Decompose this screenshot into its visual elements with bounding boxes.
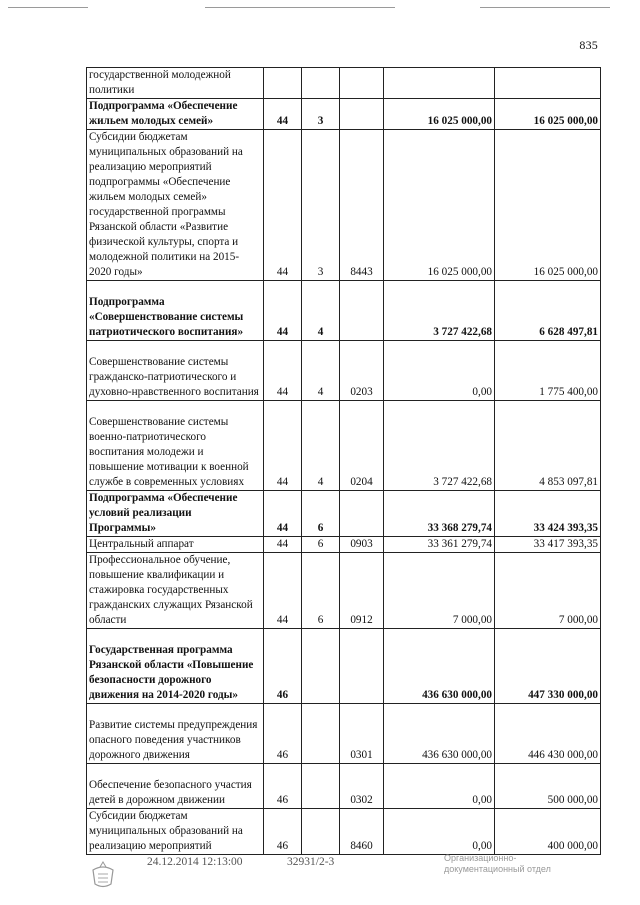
row-code-section: 44 <box>264 553 302 629</box>
row-code-subsection <box>302 629 340 704</box>
table-row <box>87 401 601 491</box>
row-amount-2: 33 417 393,35 <box>495 537 601 553</box>
row-code-subsection <box>302 764 340 809</box>
row-name: Обеспечение безопасного участия детей в дорожном движении <box>87 764 264 809</box>
budget-table <box>86 67 601 855</box>
row-code-section: 46 <box>264 629 302 704</box>
row-amount-1: 16 025 000,00 <box>384 130 495 281</box>
row-amount-2: 6 628 497,81 <box>495 281 601 341</box>
table-row <box>87 341 601 401</box>
table-row <box>87 629 601 704</box>
row-amount-2: 4 853 097,81 <box>495 401 601 491</box>
row-code-item <box>340 68 384 99</box>
row-code-item: 0204 <box>340 401 384 491</box>
row-code-subsection: 3 <box>302 130 340 281</box>
row-code-section: 44 <box>264 537 302 553</box>
row-code-item <box>340 491 384 537</box>
budget-table-body <box>87 68 601 855</box>
row-code-item <box>340 99 384 130</box>
row-code-section: 44 <box>264 99 302 130</box>
table-row <box>87 704 601 764</box>
row-code-subsection <box>302 809 340 855</box>
row-code-item <box>340 629 384 704</box>
footer-document-code: 32931/2-3 <box>287 856 335 868</box>
row-name: Развитие системы предупреждения опасного поведения участников дорожного движения <box>87 704 264 764</box>
row-code-subsection: 4 <box>302 341 340 401</box>
row-code-section: 44 <box>264 281 302 341</box>
row-code-item: 0302 <box>340 764 384 809</box>
row-name: Совершенствование системы гражданско-патриотического и духовно-нравственного воспитания <box>87 341 264 401</box>
row-code-item: 0912 <box>340 553 384 629</box>
scan-top-edge-middle <box>205 7 395 8</box>
row-code-section: 44 <box>264 341 302 401</box>
row-name: Подпрограмма «Обеспечение условий реализации Программы» <box>87 491 264 537</box>
row-amount-1: 16 025 000,00 <box>384 99 495 130</box>
row-name: Подпрограмма «Совершенствование системы патриотического воспитания» <box>87 281 264 341</box>
row-amount-2: 7 000,00 <box>495 553 601 629</box>
row-code-item: 0203 <box>340 341 384 401</box>
row-code-subsection <box>302 704 340 764</box>
table-row <box>87 764 601 809</box>
row-amount-2: 500 000,00 <box>495 764 601 809</box>
row-amount-2: 16 025 000,00 <box>495 99 601 130</box>
table-row <box>87 130 601 281</box>
row-code-item: 0301 <box>340 704 384 764</box>
row-code-section: 44 <box>264 401 302 491</box>
row-code-item <box>340 281 384 341</box>
emblem-icon <box>86 860 120 890</box>
row-amount-1: 0,00 <box>384 809 495 855</box>
row-code-item: 8460 <box>340 809 384 855</box>
row-amount-2: 447 330 000,00 <box>495 629 601 704</box>
row-code-section: 44 <box>264 491 302 537</box>
row-name: Государственная программа Рязанской области «Повышение безопасности дорожного движения на 2014-2020 годы» <box>87 629 264 704</box>
row-code-subsection: 6 <box>302 491 340 537</box>
row-code-subsection: 4 <box>302 281 340 341</box>
row-code-subsection <box>302 68 340 99</box>
row-amount-2: 400 000,00 <box>495 809 601 855</box>
row-name: Профессиональное обучение, повышение квалификации и стажировка государственных гражданских служащих Рязанской области <box>87 553 264 629</box>
row-name: государственной молодежной политики <box>87 68 264 99</box>
row-code-item: 8443 <box>340 130 384 281</box>
row-name: Субсидии бюджетам муниципальных образований на реализацию мероприятий <box>87 809 264 855</box>
row-code-section: 46 <box>264 809 302 855</box>
scan-top-edge-left <box>8 7 88 8</box>
row-name: Совершенствование системы военно-патриотического воспитания молодежи и повышение мотивации к военной службе в современных условиях <box>87 401 264 491</box>
table-row <box>87 281 601 341</box>
table-row <box>87 553 601 629</box>
row-amount-1: 33 361 279,74 <box>384 537 495 553</box>
row-amount-2: 1 775 400,00 <box>495 341 601 401</box>
table-row <box>87 809 601 855</box>
row-code-section: 46 <box>264 764 302 809</box>
row-name: Субсидии бюджетам муниципальных образований на реализацию мероприятий подпрограммы «Обеспечение жильем молодых семей» государственной программы Рязанской области «Развитие физической культуры, спорта и молодежной политики на 2015-2020 годы» <box>87 130 264 281</box>
row-amount-1: 33 368 279,74 <box>384 491 495 537</box>
table-row <box>87 99 601 130</box>
department-stamp: Организационно-документационный отдел <box>444 853 551 874</box>
row-code-section: 46 <box>264 704 302 764</box>
row-amount-1: 0,00 <box>384 764 495 809</box>
row-amount-2 <box>495 68 601 99</box>
row-amount-2: 16 025 000,00 <box>495 130 601 281</box>
row-amount-1: 436 630 000,00 <box>384 704 495 764</box>
row-code-subsection: 6 <box>302 537 340 553</box>
scan-top-edge-right <box>480 7 610 8</box>
row-amount-1: 7 000,00 <box>384 553 495 629</box>
row-amount-1 <box>384 68 495 99</box>
row-name: Центральный аппарат <box>87 537 264 553</box>
row-code-item: 0903 <box>340 537 384 553</box>
row-amount-1: 0,00 <box>384 341 495 401</box>
row-amount-1: 436 630 000,00 <box>384 629 495 704</box>
row-name: Подпрограмма «Обеспечение жильем молодых семей» <box>87 99 264 130</box>
row-amount-1: 3 727 422,68 <box>384 401 495 491</box>
row-amount-2: 446 430 000,00 <box>495 704 601 764</box>
table-row <box>87 68 601 99</box>
table-row <box>87 491 601 537</box>
row-code-subsection: 3 <box>302 99 340 130</box>
row-code-section <box>264 68 302 99</box>
row-amount-1: 3 727 422,68 <box>384 281 495 341</box>
row-code-section: 44 <box>264 130 302 281</box>
row-amount-2: 33 424 393,35 <box>495 491 601 537</box>
footer-date: 24.12.2014 12:13:00 <box>147 856 243 868</box>
row-code-subsection: 6 <box>302 553 340 629</box>
table-row <box>87 537 601 553</box>
page-number: 835 <box>579 38 598 52</box>
row-code-subsection: 4 <box>302 401 340 491</box>
